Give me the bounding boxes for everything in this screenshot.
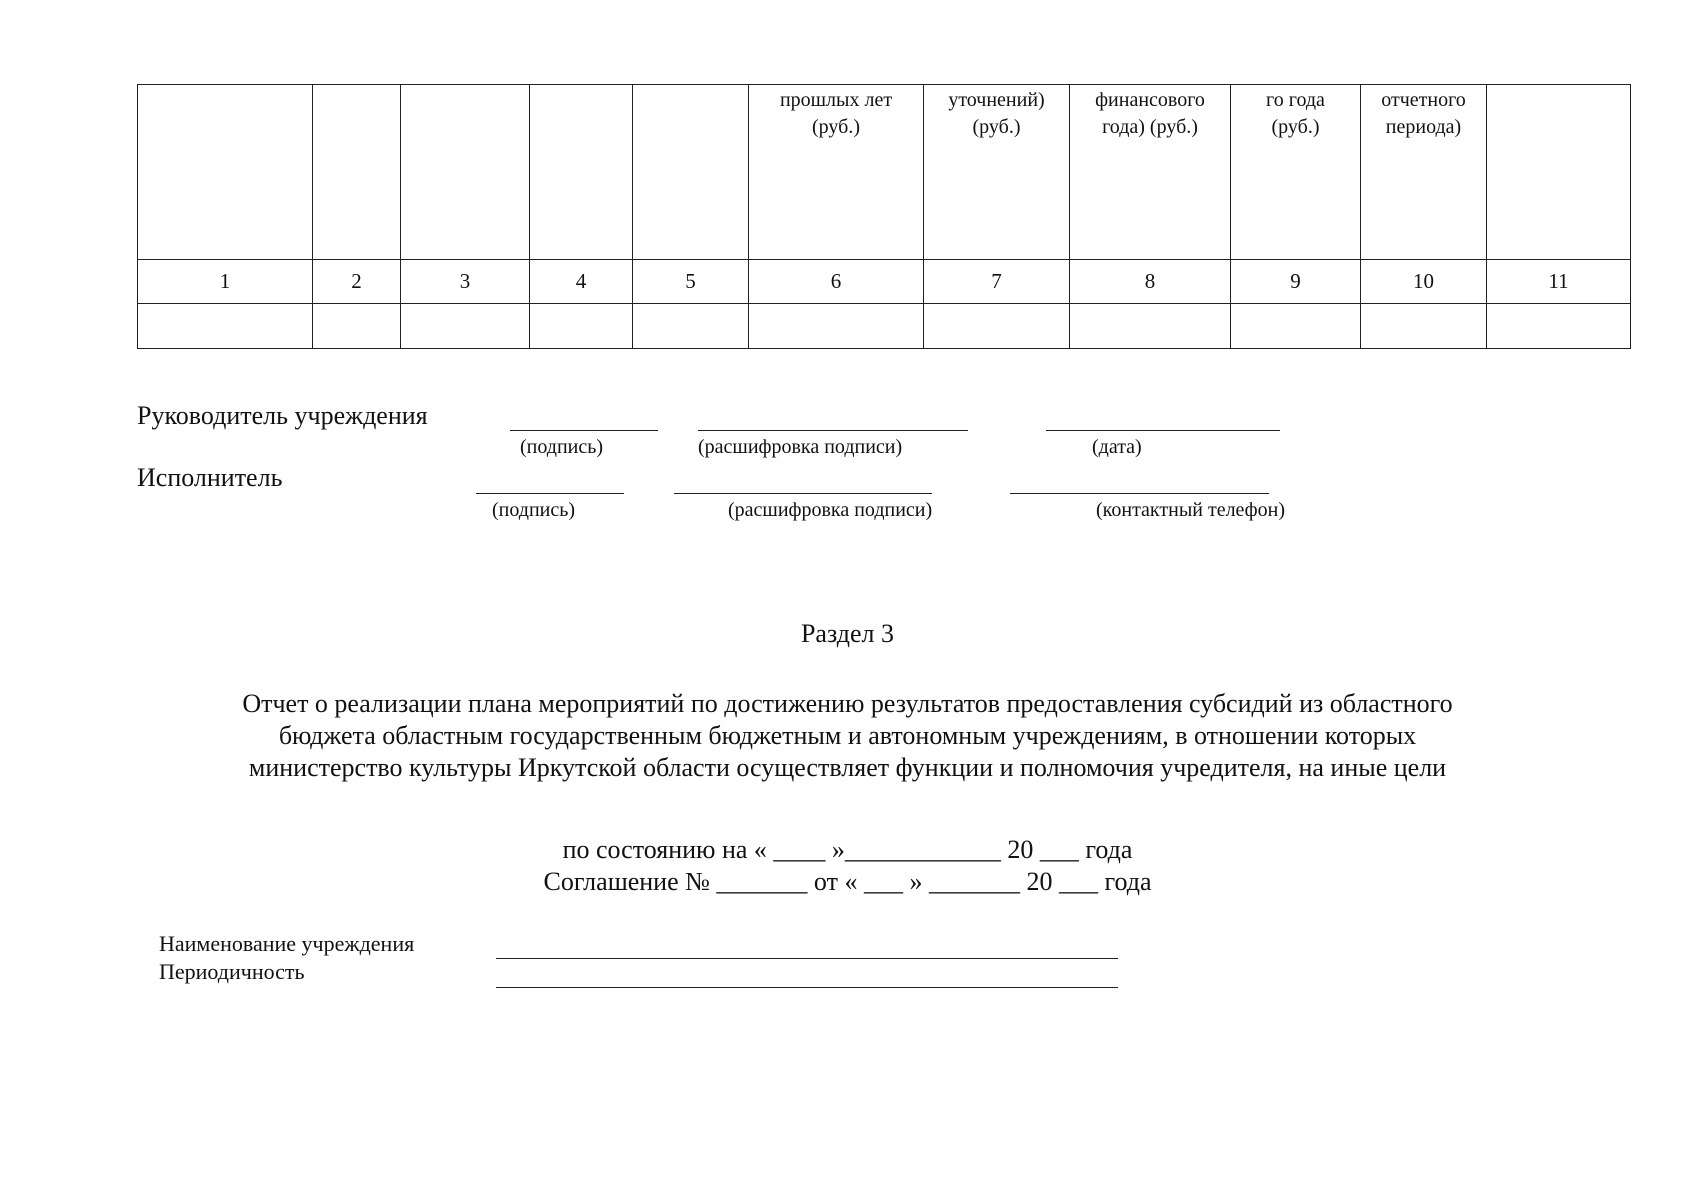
- column-number: 11: [1487, 260, 1631, 304]
- report-title: [0, 688, 1695, 784]
- table-cell: [138, 304, 313, 349]
- head-signature-line[interactable]: [510, 430, 658, 431]
- periodicity-label: Периодичность: [159, 959, 305, 984]
- head-date-caption: (дата): [1092, 436, 1142, 458]
- report-table: [137, 84, 1631, 349]
- column-number: 5: [633, 260, 749, 304]
- executor-signature-line[interactable]: [476, 493, 624, 494]
- executor-name-caption: (расшифровка подписи): [728, 499, 933, 521]
- executor-label: Исполнитель: [137, 463, 283, 492]
- header-cell: [633, 85, 749, 260]
- table-cell: [530, 304, 633, 349]
- executor-phone-line[interactable]: [1010, 493, 1269, 494]
- status-date-line: по состоянию на « ____ »____________ 20 ___ года: [562, 835, 1133, 864]
- agreement-line: Соглашение № _______ от « ___ » _______ 20 ___ года: [543, 867, 1152, 896]
- table-cell: [1487, 304, 1631, 349]
- section-title: Раздел 3: [800, 619, 895, 648]
- table-cell: [1231, 304, 1361, 349]
- header-cell: [313, 85, 401, 260]
- head-date-line[interactable]: [1046, 430, 1280, 431]
- column-number: 8: [1070, 260, 1231, 304]
- executor-signature-caption: (подпись): [492, 499, 576, 521]
- table-cell: [924, 304, 1070, 349]
- column-number: 1: [138, 260, 313, 304]
- institution-name-label: Наименование учреждения: [159, 931, 415, 956]
- column-number-row: [138, 260, 1631, 304]
- table-cell: [749, 304, 924, 349]
- column-number: 4: [530, 260, 633, 304]
- executor-name-line[interactable]: [674, 493, 932, 494]
- column-number: 2: [313, 260, 401, 304]
- header-cell: прошлых лет (руб.): [749, 85, 924, 260]
- header-cell: уточнений) (руб.): [924, 85, 1070, 260]
- header-cell: [138, 85, 313, 260]
- table-header-row: [138, 85, 1631, 260]
- column-number: 7: [924, 260, 1070, 304]
- header-cell: [1487, 85, 1631, 260]
- header-cell: отчетного периода): [1361, 85, 1487, 260]
- table-cell: [1070, 304, 1231, 349]
- report-title-line: Отчет о реализации плана мероприятий по достижению результатов предоставления субсидий из областного: [242, 689, 1453, 718]
- table-cell: [401, 304, 530, 349]
- head-signature-caption: (подпись): [520, 436, 604, 458]
- executor-phone-caption: (контактный телефон): [1096, 499, 1286, 521]
- table-row: [138, 304, 1631, 349]
- column-number: 6: [749, 260, 924, 304]
- head-name-line[interactable]: [698, 430, 968, 431]
- column-number: 10: [1361, 260, 1487, 304]
- head-label: Руководитель учреждения: [137, 401, 428, 430]
- header-cell: [530, 85, 633, 260]
- table-cell: [633, 304, 749, 349]
- header-cell: го года (руб.): [1231, 85, 1361, 260]
- institution-name-line[interactable]: [496, 958, 1118, 959]
- table-cell: [313, 304, 401, 349]
- header-cell: [401, 85, 530, 260]
- column-number: 9: [1231, 260, 1361, 304]
- periodicity-line[interactable]: [496, 987, 1118, 988]
- report-title-line: бюджета областным государственным бюджетным и автономным учреждениям, в отношении которых: [278, 721, 1417, 750]
- column-number: 3: [401, 260, 530, 304]
- table-cell: [1361, 304, 1487, 349]
- head-name-caption: (расшифровка подписи): [698, 436, 903, 458]
- report-title-line: министерство культуры Иркутской области осуществляет функции и полномочия учредителя, на иные цели: [248, 753, 1447, 782]
- header-cell: финансового года) (руб.): [1070, 85, 1231, 260]
